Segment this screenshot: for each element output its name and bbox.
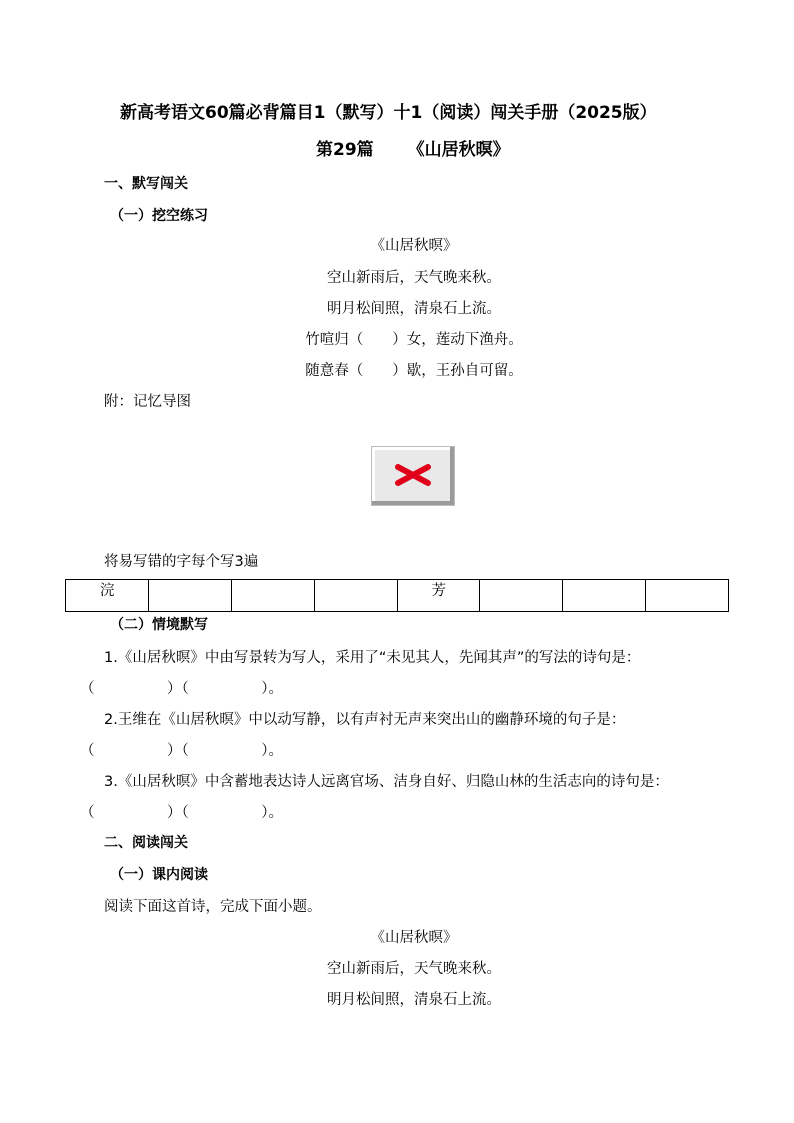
practice-cell[interactable] [646,580,729,612]
section-heading-reading: 二、阅读闯关 [104,835,188,851]
poem-line: 明月松间照，清泉石上流。 [327,992,501,1008]
answer-blank[interactable]: （ ）（ ）。 [80,743,283,759]
poem-line: 空山新雨后，天气晚来秋。 [327,270,501,286]
document-title: 新高考语文60篇必背篇目1（默写）十1（阅读）闯关手册（2025版） [120,103,657,123]
poem-line-blank: 竹喧归（ ）女，莲动下渔舟。 [305,332,523,348]
chapter-poem-title: 《山居秋暝》 [407,140,510,160]
practice-instruction: 将易写错的字每个写3遍 [104,554,259,570]
practice-cell[interactable] [148,580,231,612]
subsection-heading-context: （二）情境默写 [110,617,208,633]
question-text: 2.王维在《山居秋暝》中以动写静，以有声衬无声来突出山的幽静环境的句子是： [104,712,626,728]
practice-cell[interactable]: 芳 [397,580,480,612]
practice-cell[interactable] [314,580,397,612]
question-text: 3.《山居秋暝》中含蓄地表达诗人远离官场、洁身自好、归隐山林的生活志向的诗句是： [104,774,669,790]
broken-image-icon [394,463,432,487]
reading-instruction: 阅读下面这首诗，完成下面小题。 [104,899,322,915]
poem-line: 空山新雨后，天气晚来秋。 [327,961,501,977]
chapter-label: 第29篇 [316,140,374,160]
poem-line: 明月松间照，清泉石上流。 [327,301,501,317]
question-text: 1.《山居秋暝》中由写景转为写人，采用了“未见其人，先闻其声”的写法的诗句是： [104,650,641,666]
poem-line-blank: 随意春（ ）歇，王孙自可留。 [305,363,523,379]
practice-grid [65,579,729,612]
poem-title: 《山居秋暝》 [370,930,458,946]
subsection-heading-in-class: （一）课内阅读 [110,867,208,883]
table-row [66,580,729,612]
subsection-heading-fill-blank: （一）挖空练习 [110,208,208,224]
practice-cell[interactable] [231,580,314,612]
answer-blank[interactable]: （ ）（ ）。 [80,681,283,697]
appendix-label: 附：记忆导图 [104,394,191,410]
mind-map-image-placeholder [371,446,455,506]
poem-title: 《山居秋暝》 [370,238,458,254]
practice-cell[interactable] [480,580,563,612]
practice-cell[interactable] [563,580,646,612]
chapter-heading [316,135,510,160]
practice-cell[interactable]: 浣 [66,580,149,612]
answer-blank[interactable]: （ ）（ ）。 [80,805,283,821]
section-heading-dictation: 一、默写闯关 [104,176,188,192]
